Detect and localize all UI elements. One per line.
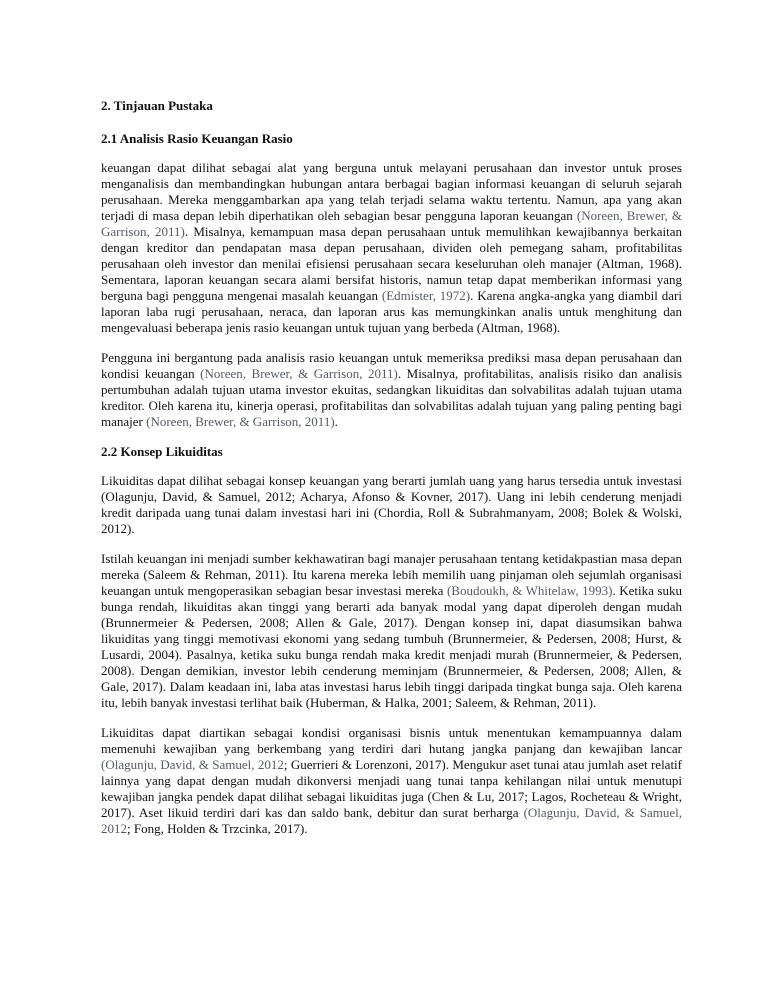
citation: (Noreen, Brewer, & Garrison, 2011) [146, 414, 335, 429]
text-run: keuangan dapat dilihat sebagai alat yang berguna untuk melayani perusahaan dan investor untuk proses menganalisis dan membandingkan hubungan antara berbagai bagian informasi keuangan di seluruh sejarah perusahaan. Mereka menggambarkan apa yang telah terjadi selama waktu tertentu. Namun, apa yang akan terjadi di masa depan lebih diperhatikan oleh sebagian besar pengguna laporan keuangan [101, 160, 682, 223]
paragraph-2-1-1 [101, 160, 682, 336]
paragraph-2-2-3 [101, 725, 682, 837]
paragraph-2-1-2 [101, 350, 682, 430]
text-run: Istilah keuangan ini menjadi sumber kekhawatiran bagi manajer perusahaan tentang ketidakpastian masa depan mereka (Saleem & Rehman, 2011). Itu karena mereka lebih memilih uang pinjaman oleh sejumlah organisasi keuangan untuk mengoperasikan sebagian besar investasi mereka [101, 551, 682, 598]
citation: (Noreen, Brewer, & Garrison, 2011) [200, 366, 398, 381]
paragraph-2-2-2 [101, 551, 682, 711]
citation: (Noreen, Brewer, & Garrison, 2011) [101, 208, 682, 239]
section-title: 2. Tinjauan Pustaka [101, 98, 213, 113]
citation: (Olagunju, David, & Samuel, 2012 [101, 757, 284, 772]
citation: (Olagunju, David, & Samuel, 2012 [101, 805, 682, 836]
text-run: . Karena angka-angka yang diambil dari laporan laba rugi perusahaan, neraca, dan laporan arus kas memungkinkan analis untuk menghitung dan mengevaluasi beberapa jenis rasio keuangan untuk tujuan yang berbeda (Altman, 1968). [101, 288, 683, 335]
subsection-title-2-2: 2.2 Konsep Likuiditas [101, 444, 223, 459]
subsection-title-2-1: 2.1 Analisis Rasio Keuangan Rasio [101, 131, 293, 146]
text-run: . Misalnya, kemampuan masa depan perusahaan untuk memulihkan kewajibannya berkaitan dengan kreditor dan pendapatan masa depan perusahaan, dividen oleh pemegang saham, profitabilitas perusahaan oleh investor dan menilai efisiensi perusahaan secara keseluruhan oleh manajer (Altman, 1968). Sementara, laporan keuangan secara alami bersifat historis, namun tetap dapat memberikan informasi yang berguna bagi pengguna mengenai masalah keuangan [101, 224, 682, 303]
text-run: Likuiditas dapat diartikan sebagai kondisi organisasi bisnis untuk menentukan kemampuannya dalam memenuhi kewajiban yang berkembang yang terdiri dari hutang jangka panjang dan kewajiban lancar [101, 725, 682, 756]
text-run: ; Guerrieri & Lorenzoni, 2017). Mengukur aset tunai atau jumlah aset relatif lainnya yang dapat dengan mudah dikonversi menjadi uang tunai tanpa kehilangan nilai untuk menutupi kewajiban jangka pendek dapat dilihat sebagai likuiditas juga (Chen & Lu, 2017; Lagos, Rocheteau & Wright, 2017). Aset likuid terdiri dari kas dan saldo bank, debitur dan surat berharga [101, 757, 682, 820]
text-run: . Misalnya, profitabilitas, analisis risiko dan analisis pertumbuhan adalah tujuan utama investor ekuitas, sedangkan likuiditas dan solvabilitas adalah tujuan utama kreditor. Oleh karena itu, kinerja operasi, profitabilitas dan solvabilitas adalah tujuan yang paling penting bagi manajer [101, 366, 682, 429]
text-run: . Ketika suku bunga rendah, likuiditas akan tinggi yang berarti ada banyak modal yang dapat diperoleh dengan mudah (Brunnermeier & Pedersen, 2008; Allen & Gale, 2017). Dengan konsep ini, dapat diasumsikan bahwa likuiditas yang tinggi memotivasi ekonomi yang sedang tumbuh (Brunnermeier, & Pedersen, 2008; Hurst, & Lusardi, 2004). Pasalnya, ketika suku bunga rendah maka kredit menjadi murah (Brunnermeier, & Pedersen, 2008). Dengan demikian, investor lebih cenderung meminjam (Brunnermeier, & Pedersen, 2008; Allen, & Gale, 2017). Dalam keadaan ini, laba atas investasi harus lebih tinggi daripada tingkat bunga saja. Oleh karena itu, lebih banyak investasi terlihat baik (Huberman, & Halka, 2001; Saleem, & Rehman, 2011). [101, 583, 682, 710]
citation: (Boudoukh, & Whitelaw, 1993) [446, 583, 613, 598]
citation: (Edmister, 1972) [381, 288, 471, 303]
text-run: . [334, 414, 338, 429]
paragraph-2-2-1: Likuiditas dapat dilihat sebagai konsep keuangan yang berarti jumlah uang yang harus tersedia untuk investasi (Olagunju, David, & Samuel, 2012; Acharya, Afonso & Kovner, 2017). Uang ini lebih cenderung menjadi kredit daripada uang tunai dalam investasi hari ini (Chordia, Roll & Subrahmanyam, 2008; Bolek & Wolski, 2012). [101, 473, 682, 536]
text-run: ; Fong, Holden & Trzcinka, 2017). [127, 821, 308, 836]
text-run: Pengguna ini bergantung pada analisis rasio keuangan untuk memeriksa prediksi masa depan perusahaan dan kondisi keuangan [101, 350, 682, 381]
